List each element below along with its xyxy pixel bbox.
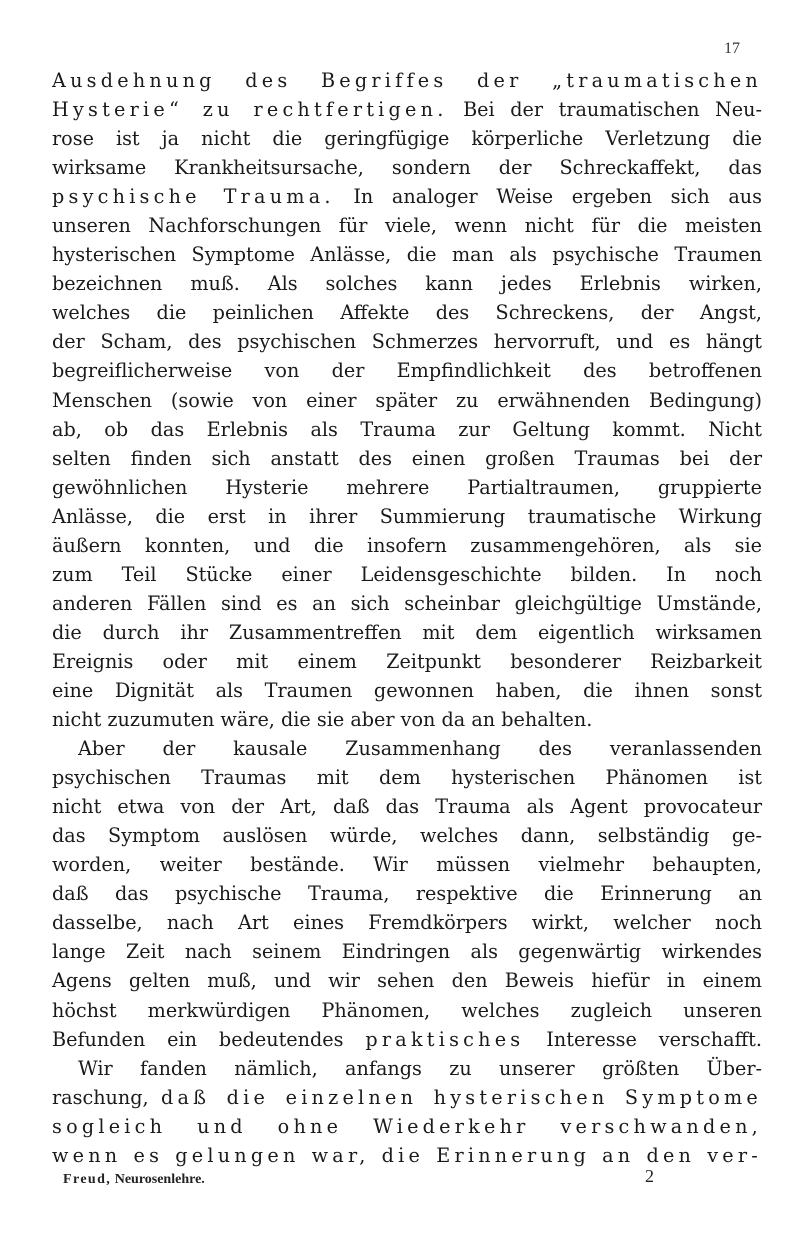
text-line: äußern konnten, und die insofern zusammengehören, als sie: [52, 533, 762, 557]
footer-author: Freud,: [63, 1172, 112, 1187]
text-line: der Scham, des psychischen Schmerzes hervorruft, und es hängt: [52, 330, 762, 354]
text-line: selten finden sich anstatt des einen großen Traumas bei der: [52, 446, 762, 470]
text-line: lange Zeit nach seinem Eindringen als gegenwärtig wirkendes: [52, 940, 762, 964]
text-line: Menschen (sowie von einer später zu erwähnenden Bedingung): [52, 388, 762, 412]
text-line: wirksame Krankheitsursache, sondern der Schreckaffekt, das: [52, 156, 762, 180]
text-line: dasselbe, nach Art eines Fremdkörpers wirkt, welcher noch: [52, 911, 762, 935]
footer-signature: [63, 1166, 663, 1194]
text-line: Agens gelten muß, und wir sehen den Beweis hiefür in einem: [52, 969, 762, 993]
text-line: bezeichnen muß. Als solches kann jedes Erlebnis wirken,: [52, 272, 762, 296]
text-line: anderen Fällen sind es an sich scheinbar gleichgültige Umstände,: [52, 591, 762, 615]
text-line: Wir fanden nämlich, anfangs zu unserer größten Über-: [78, 1056, 762, 1080]
text-line: hysterischen Symptome Anlässe, die man als psychische Traumen: [52, 243, 762, 267]
text-line: worden, weiter bestände. Wir müssen vielmehr behaupten,: [52, 853, 762, 877]
text-line: begreiflicherweise von der Empfindlichkeit des betroffenen: [52, 359, 762, 383]
text-line: höchst merkwürdigen Phänomen, welches zugleich unseren: [52, 998, 762, 1022]
sheet-signature: [63, 1172, 205, 1188]
footer-title: Neurosenlehre.: [114, 1172, 205, 1187]
text-line: nicht zuzumuten wäre, die sie aber von da an behalten.: [52, 708, 593, 732]
page-number: 17: [724, 40, 740, 57]
text-line: Hysterie“ zu rechtfertigen. Bei der traumatischen Neu-: [52, 98, 762, 122]
text-line: gewöhnlichen Hysterie mehrere Partialtraumen, gruppierte: [52, 475, 762, 499]
text-line: rose ist ja nicht die geringfügige körperliche Verletzung die: [52, 127, 762, 151]
text-line: psychischen Traumas mit dem hysterischen Phänomen ist: [52, 766, 762, 790]
text-line: Ausdehnung des Begriffes der „traumatischen: [52, 69, 762, 92]
text-line: raschung, daß die einzelnen hysterischen Symptome: [52, 1085, 762, 1109]
sheet-number: 2: [645, 1166, 654, 1186]
text-line: daß das psychische Trauma, respektive die Erinnerung an: [52, 882, 762, 906]
text-line: zum Teil Stücke einer Leidensgeschichte bilden. In noch: [52, 562, 762, 586]
text-line: wenn es gelungen war, die Erinnerung an den ver-: [52, 1143, 762, 1167]
text-line: unseren Nachforschungen für viele, wenn nicht für die meisten: [52, 214, 762, 238]
text-line: eine Dignität als Traumen gewonnen haben, die ihnen sonst: [52, 678, 762, 702]
text-line: ab, ob das Erlebnis als Trauma zur Geltung kommt. Nicht: [52, 417, 762, 441]
text-line: Anlässe, die erst in ihrer Summierung traumatische Wirkung: [52, 504, 762, 528]
text-line: nicht etwa von der Art, daß das Trauma als Agent provocateur: [52, 795, 762, 819]
text-line: sogleich und ohne Wiederkehr verschwanden,: [52, 1114, 762, 1138]
text-line: die durch ihr Zusammentreffen mit dem eigentlich wirksamen: [52, 620, 762, 644]
text-line: Befunden ein bedeutendes praktisches Interesse verschafft.: [52, 1027, 762, 1051]
text-line: psychische Trauma. In analoger Weise ergeben sich aus: [52, 185, 762, 209]
text-line: welches die peinlichen Affekte des Schreckens, der Angst,: [52, 301, 762, 325]
text-line: Ereignis oder mit einem Zeitpunkt besonderer Reizbarkeit: [52, 649, 762, 673]
text-line: Aber der kausale Zusammenhang des veranlassenden: [78, 737, 762, 761]
text-line: das Symptom auslösen würde, welches dann, selbständig ge-: [52, 824, 762, 848]
body-text: [52, 66, 762, 1170]
